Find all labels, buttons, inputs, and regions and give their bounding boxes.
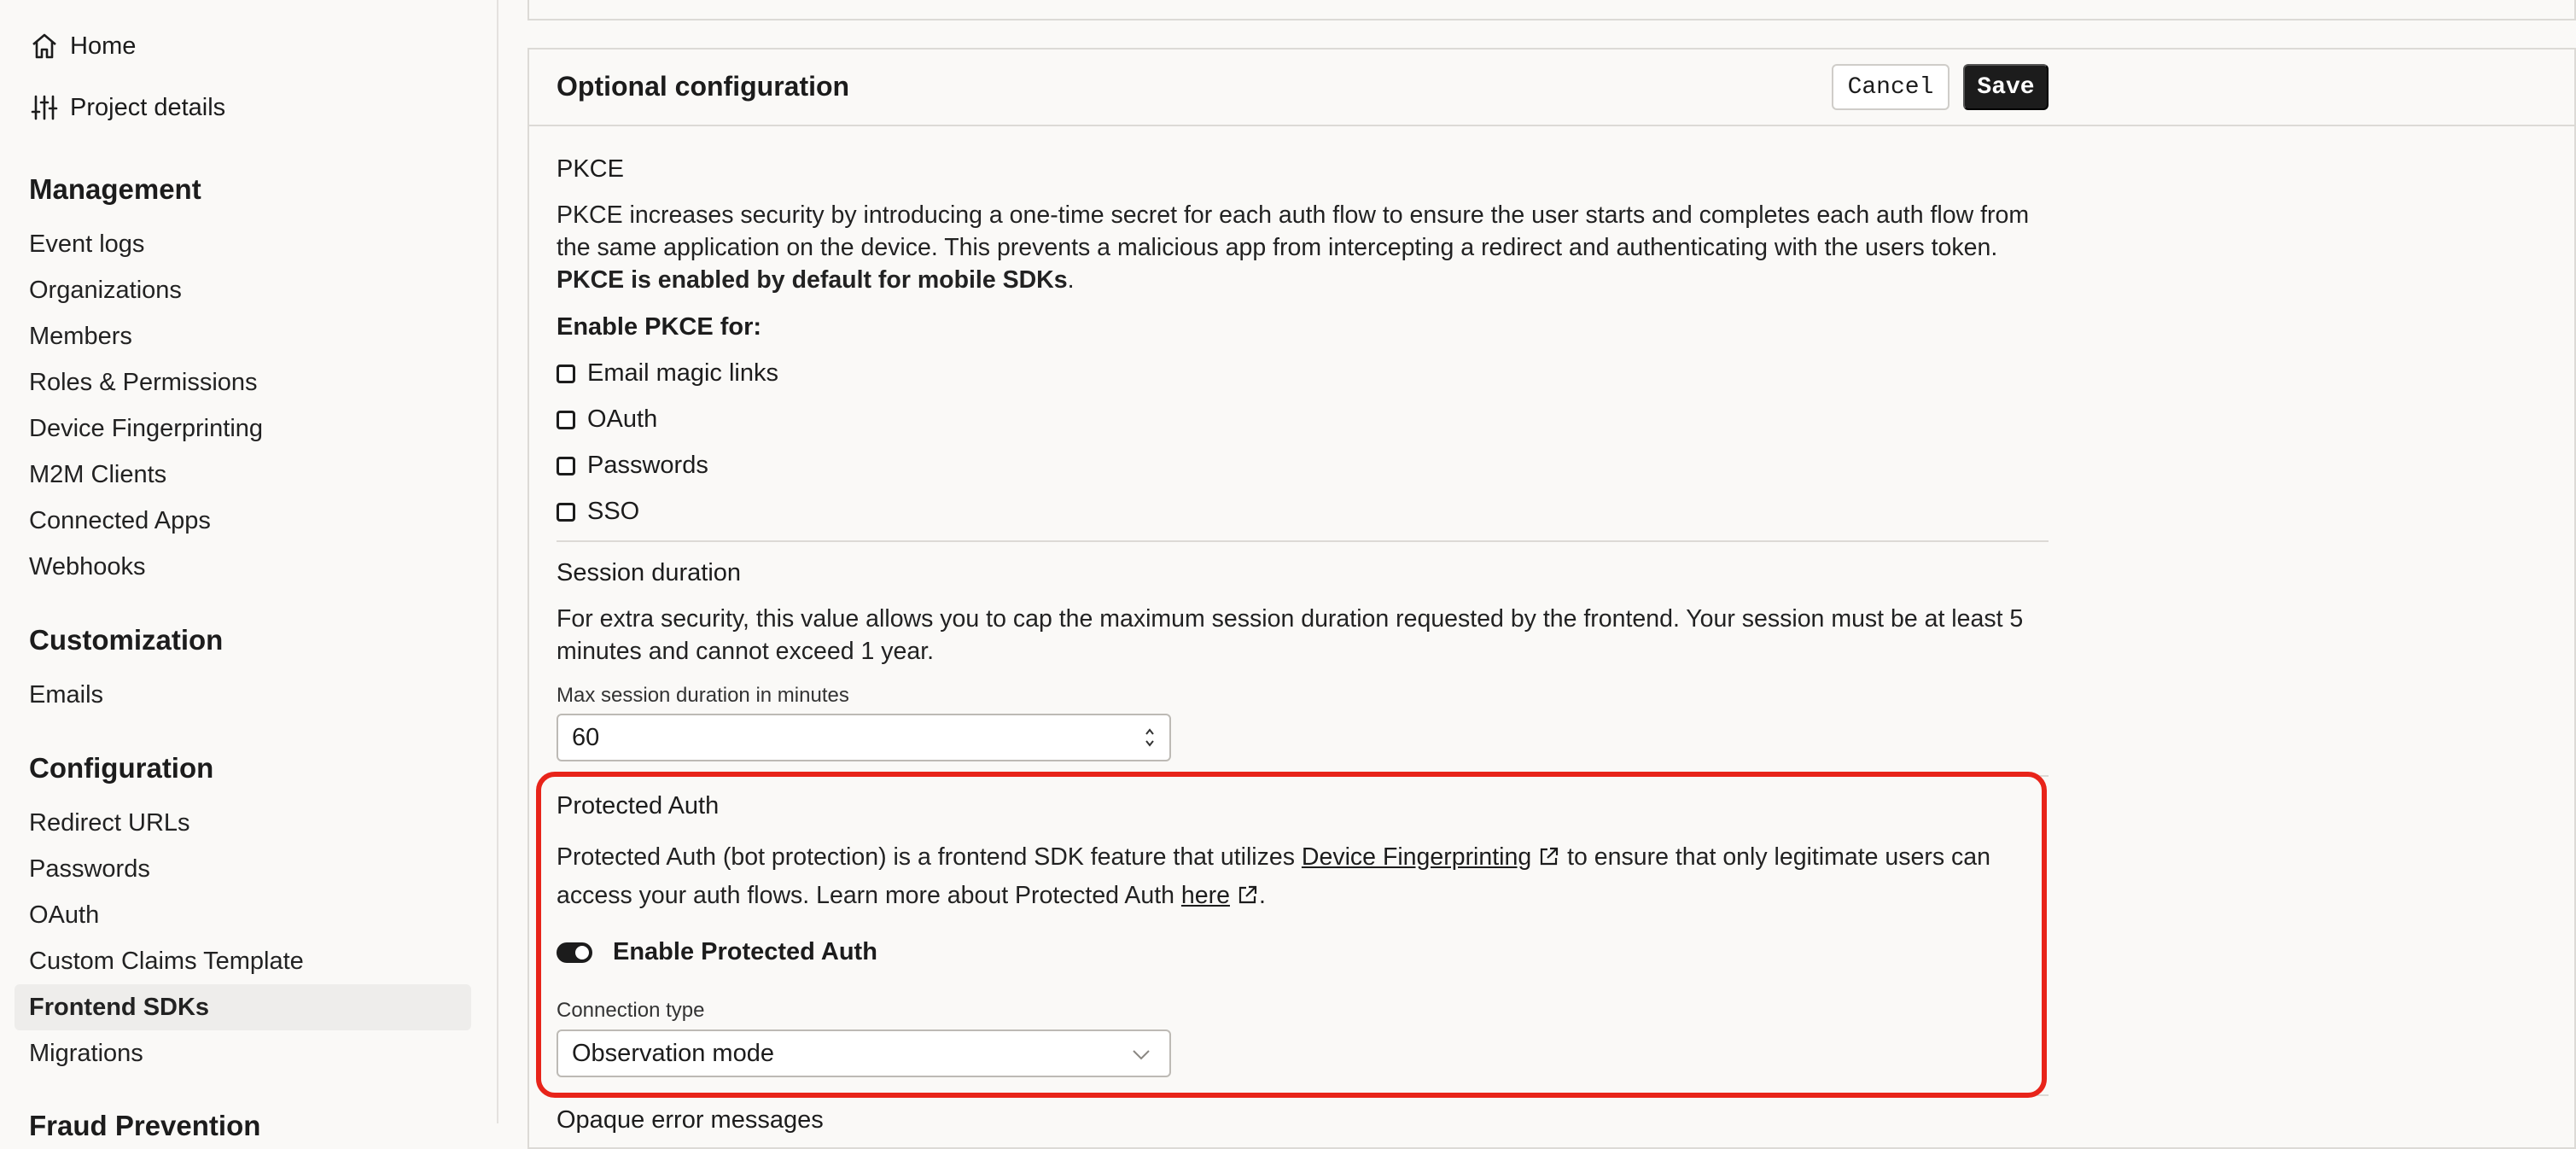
divider [557, 540, 2049, 542]
sidebar-item-organizations[interactable]: Organizations [29, 277, 182, 304]
pkce-option-passwords[interactable] [557, 452, 708, 480]
enable-pkce-label: Enable PKCE for: [557, 313, 762, 341]
checkbox-label: Passwords [587, 452, 708, 479]
section-title-management: Management [29, 173, 201, 205]
nav-home-label: Home [70, 32, 137, 60]
pkce-description-end: . [1067, 266, 1075, 294]
max-session-input[interactable] [557, 714, 1171, 761]
enable-protected-auth-label: Enable Protected Auth [613, 938, 877, 965]
sidebar [0, 0, 498, 1141]
sidebar-item-event-logs[interactable]: Event logs [29, 230, 145, 258]
section-title-fraud-prevention: Fraud Prevention [29, 1110, 261, 1141]
sidebar-item-custom-claims-template[interactable]: Custom Claims Template [29, 948, 304, 975]
protected-auth-desc-1: Protected Auth (bot protection) is a frontend SDK feature that utilizes [557, 843, 1295, 871]
sidebar-item-members[interactable]: Members [29, 323, 132, 350]
checkbox-label: Email magic links [587, 359, 778, 387]
home-icon [29, 31, 60, 61]
checkbox-label: OAuth [587, 405, 658, 433]
sidebar-item-connected-apps[interactable]: Connected Apps [29, 507, 211, 534]
pkce-option-sso[interactable] [557, 498, 639, 526]
protected-auth-desc-2: to ensure that only legitimate users can access your auth flows. Learn more about Protected Auth [557, 843, 1990, 909]
sidebar-item-webhooks[interactable]: Webhooks [29, 553, 146, 580]
max-session-value: 60 [572, 723, 600, 751]
sidebar-item-emails[interactable]: Emails [29, 681, 104, 709]
sidebar-item-frontend-sdks[interactable]: Frontend SDKs [15, 984, 471, 1030]
nav-home[interactable] [29, 31, 136, 61]
connection-type-label: Connection type [557, 999, 705, 1022]
sidebar-item-m2m-clients[interactable]: M2M Clients [29, 461, 167, 488]
nav-project-details[interactable] [29, 92, 225, 123]
protected-auth-desc-3: . [1258, 882, 1266, 909]
sidebar-item-device-fingerprinting[interactable]: Device Fingerprinting [29, 415, 264, 442]
pkce-option-oauth[interactable] [557, 405, 657, 434]
sidebar-item-passwords[interactable]: Passwords [29, 855, 150, 883]
connection-type-value: Observation mode [572, 1039, 774, 1067]
pkce-description-bold: PKCE is enabled by default for mobile SDKs [557, 266, 1068, 294]
sidebar-item-oauth[interactable]: OAuth [29, 901, 100, 929]
sliders-icon [29, 92, 60, 123]
card-title: Optional configuration [557, 71, 850, 102]
sidebar-item-redirect-urls[interactable]: Redirect URLs [29, 809, 190, 837]
device-fingerprinting-link[interactable]: Device Fingerprinting [1301, 843, 1532, 871]
highlight-annotation [536, 772, 2047, 1098]
checkbox[interactable] [557, 411, 575, 429]
section-title-configuration: Configuration [29, 752, 214, 784]
opaque-error-messages-title: Opaque error messages [557, 1106, 824, 1134]
section-title-customization: Customization [29, 624, 224, 656]
save-button[interactable]: Save [1963, 64, 2049, 110]
checkbox[interactable] [557, 365, 575, 383]
protected-auth-title: Protected Auth [557, 792, 720, 819]
session-description: For extra security, this value allows you to cap the maximum session duration requested by the frontend. Your session must be at least 5 minutes and cannot exceed 1 year. [557, 605, 2024, 665]
checkbox[interactable] [557, 503, 575, 522]
nav-project-details-label: Project details [70, 93, 226, 121]
checkbox[interactable] [557, 457, 575, 475]
session-title: Session duration [557, 559, 742, 586]
sidebar-item-migrations[interactable]: Migrations [29, 1040, 143, 1067]
checkbox-label: SSO [587, 498, 640, 525]
pkce-title: PKCE [557, 155, 624, 183]
sidebar-item-roles-permissions[interactable]: Roles & Permissions [29, 369, 258, 396]
max-session-label: Max session duration in minutes [557, 684, 849, 707]
pkce-description-text: PKCE increases security by introducing a one-time secret for each auth flow to ensure the user starts and completes each auth flow from the same application on the device. This prevents a malicious app from intercepting a redirect and authenticating with the users token. [557, 201, 2030, 261]
cancel-button[interactable]: Cancel [1832, 64, 1949, 110]
number-stepper-icon[interactable] [1144, 726, 1156, 749]
learn-more-here-link[interactable]: here [1180, 882, 1230, 909]
pkce-option-email-magic-links[interactable] [557, 359, 778, 388]
pkce-description [557, 199, 2042, 296]
